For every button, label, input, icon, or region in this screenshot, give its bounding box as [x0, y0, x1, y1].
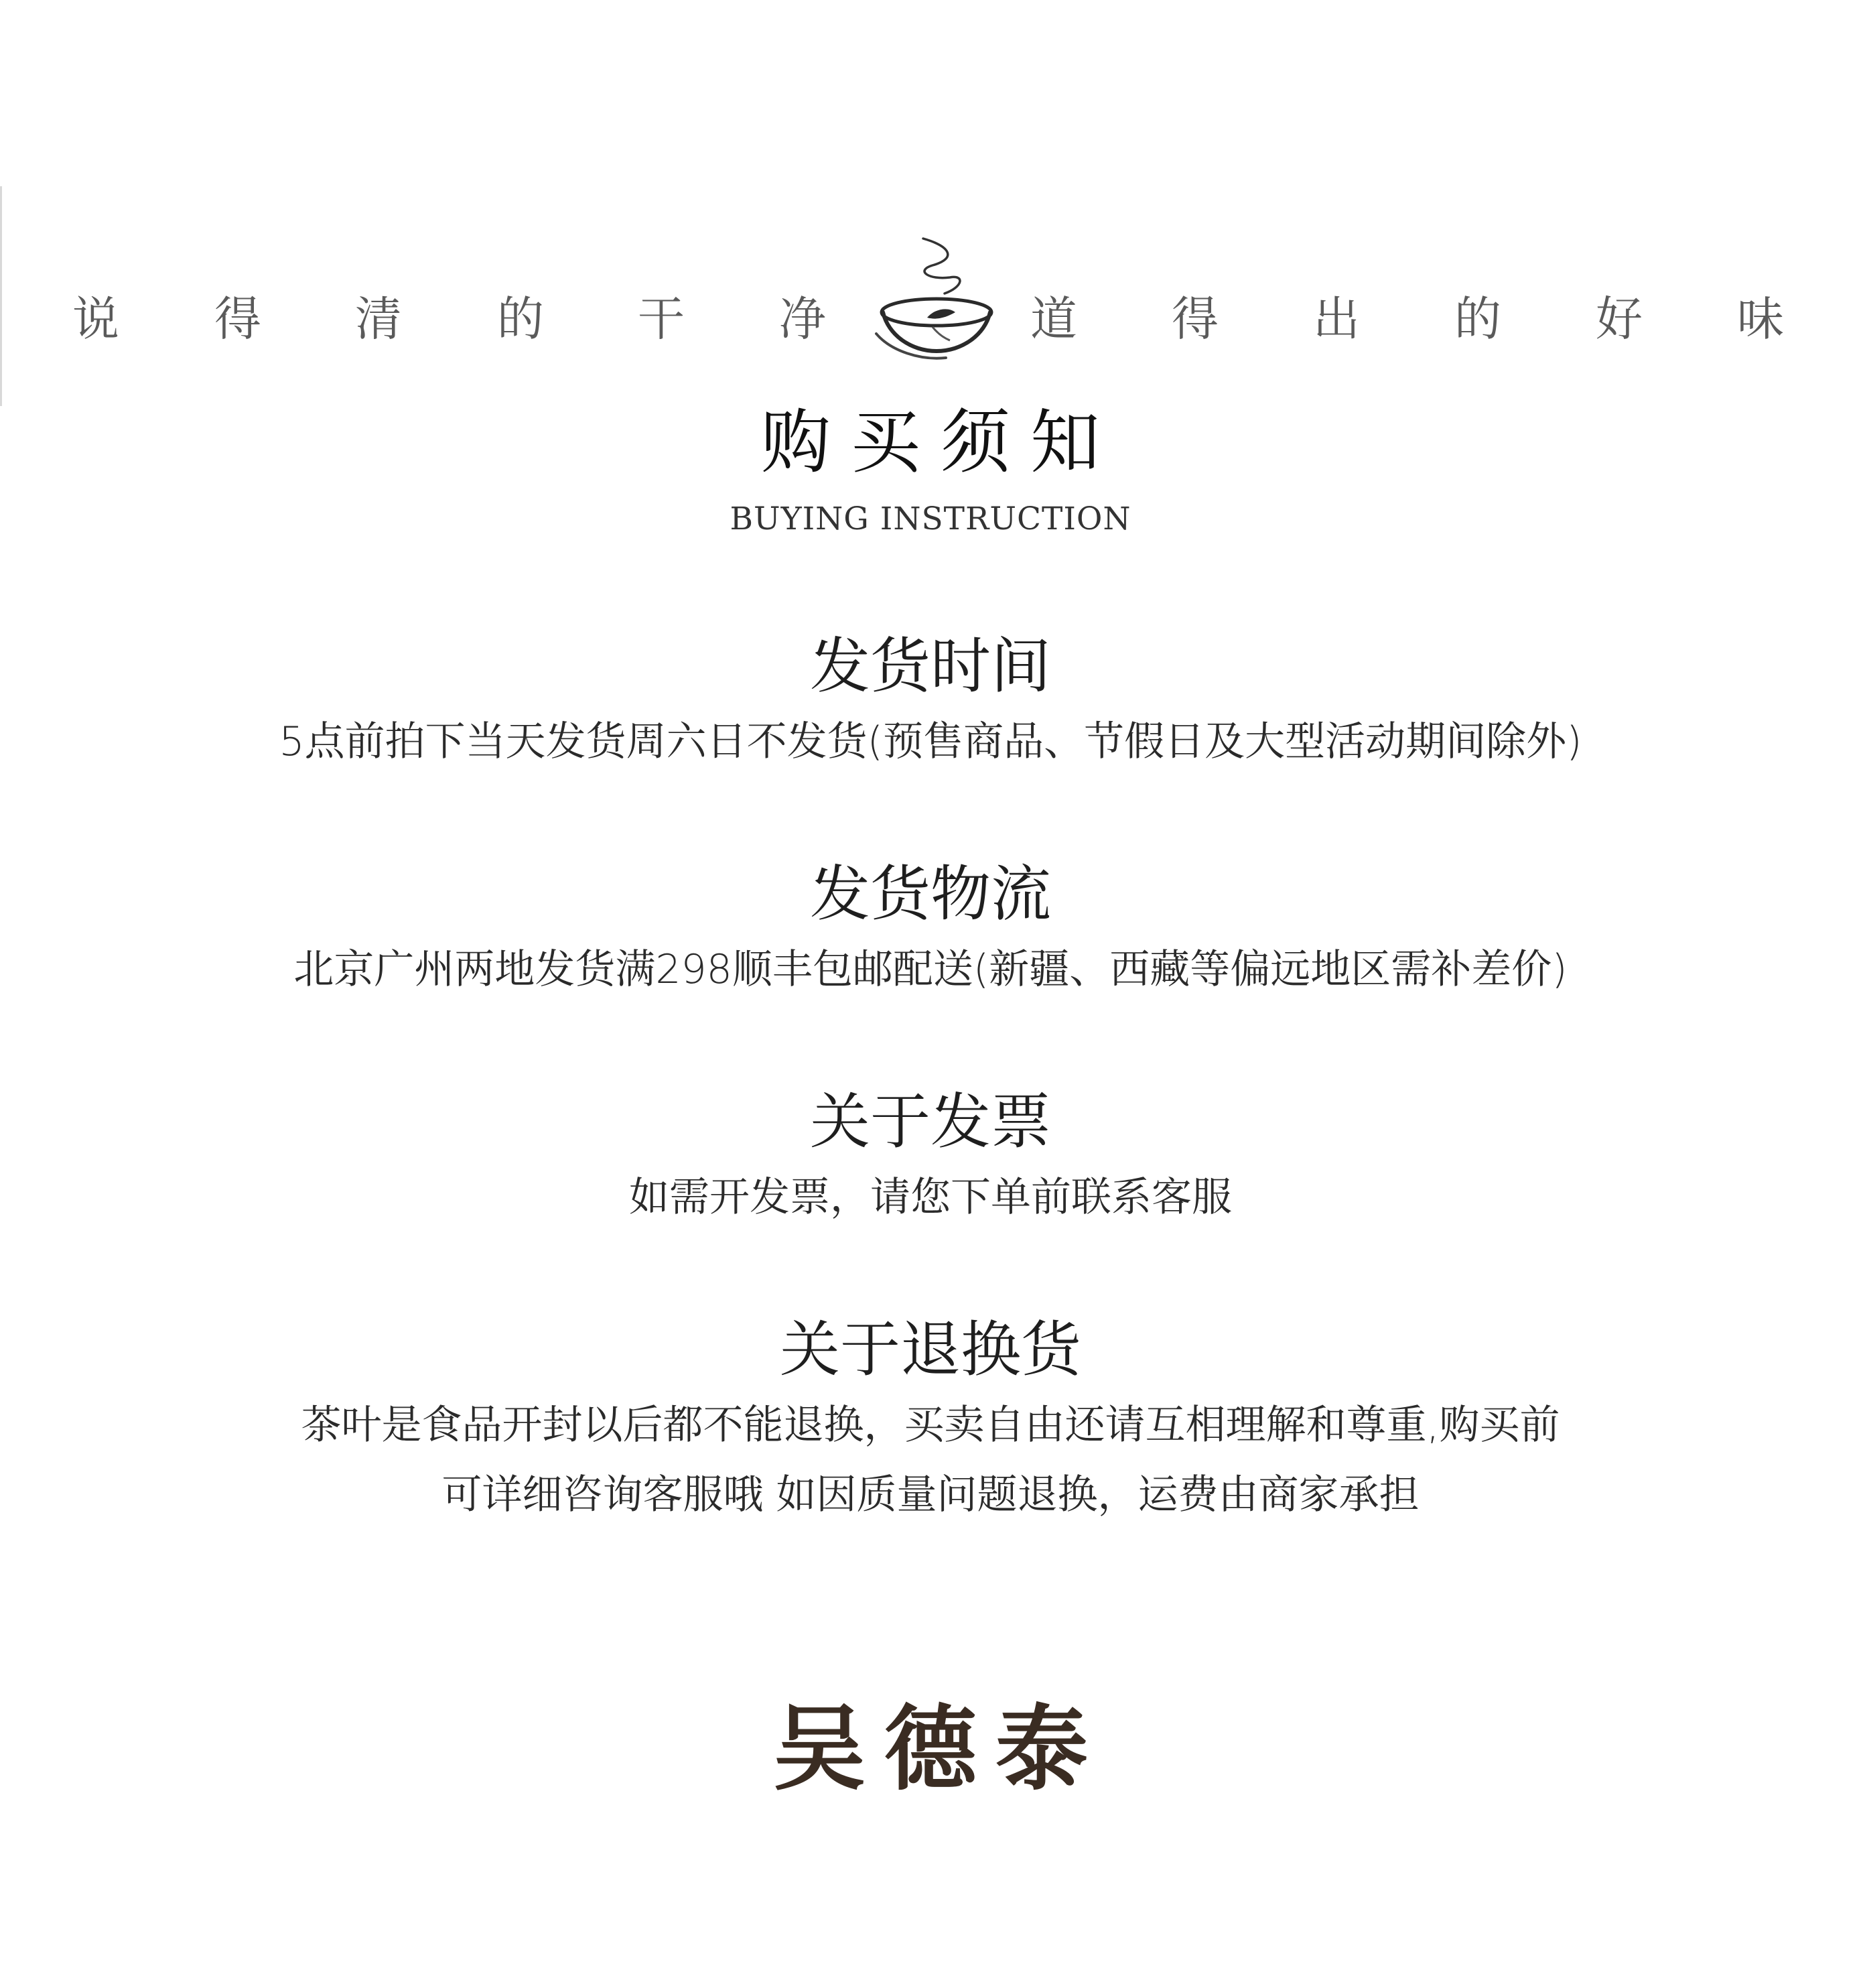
- section-body: [0, 935, 1861, 1004]
- section-body-line: 如需开发票，请您下单前联系客服: [629, 1174, 1232, 1221]
- section-title: 关于退换货: [780, 1315, 1081, 1385]
- brand-logo: 吴德泰: [772, 1694, 1107, 1803]
- section-body-line: 可详细咨询客服哦 如因质量问题退换，运费由商家承担: [441, 1471, 1420, 1518]
- section-body-line: 北京广州两地发货满298顺丰包邮配送(新疆、西藏等偏远地区需补差价): [293, 946, 1568, 993]
- slogan-char: 说: [72, 291, 119, 346]
- slogan-char: 好: [1596, 291, 1643, 346]
- page-subtitle: BUYING INSTRUCTION: [730, 501, 1131, 537]
- slogan-char: 干: [638, 291, 685, 346]
- section-returns: [0, 1310, 1861, 1530]
- slogan-char: 净: [779, 291, 826, 346]
- page-title: 购买须知: [760, 401, 1120, 483]
- section-invoice: [0, 1082, 1861, 1232]
- slogan-char: 出: [1313, 291, 1360, 346]
- slogan-char: 的: [1454, 291, 1501, 346]
- slogan-char: 味: [1737, 291, 1784, 346]
- slogan-char: 的: [497, 291, 544, 346]
- section-title: 关于发票: [810, 1087, 1051, 1157]
- section-body: [0, 1390, 1861, 1530]
- slogan-char: 道: [1030, 291, 1077, 346]
- section-body-line: 茶叶是食品开封以后都不能退换，买卖自由还请互相理解和尊重,购买前: [301, 1402, 1560, 1449]
- section-title: 发货物流: [810, 859, 1051, 929]
- teacup-icon: [871, 233, 1005, 360]
- slogan-banner: [0, 186, 1861, 406]
- section-title: 发货时间: [810, 631, 1051, 702]
- slogan-char: 清: [355, 291, 402, 346]
- section-body: [0, 707, 1861, 777]
- section-shipping-logistics: [0, 854, 1861, 1004]
- section-shipping-time: [0, 626, 1861, 777]
- section-body-line: 5点前拍下当天发货周六日不发货(预售商品、节假日及大型活动期间除外): [279, 718, 1582, 765]
- slogan-char: 得: [1172, 291, 1219, 346]
- slogan-char: 得: [214, 291, 261, 346]
- section-body: [0, 1163, 1861, 1232]
